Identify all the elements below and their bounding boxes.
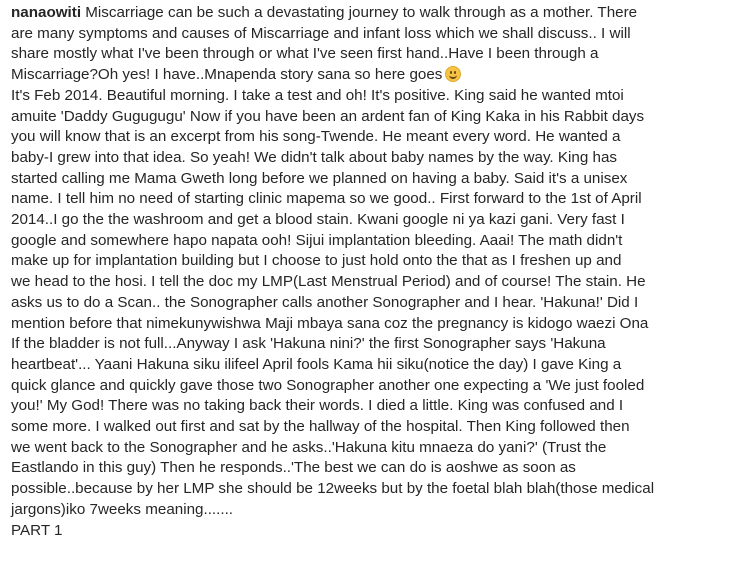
caption-line: make up for implantation building but I choose to just hold onto the that as I freshen up and	[11, 252, 622, 270]
caption-line: some more. I walked out first and sat by the hallway of the hospital. Then King followed then	[11, 418, 630, 436]
caption-line: mention before that nimekunywishwa Maji mbaya sana coz the pregnancy is kidogo waezi Ona	[11, 314, 649, 332]
caption-line: If the bladder is not full...Anyway I ask 'Hakuna nini?' the first Sonographer says 'Hakuna	[11, 335, 606, 353]
caption-text: Miscarriage can be such a devastating journey to walk through as a mother. There	[81, 4, 638, 21]
caption-line-4	[11, 65, 744, 86]
caption-line: possible..because by her LMP she should be 12weeks but by the foetal blah blah(those medical	[11, 480, 655, 498]
caption-line: we head to the hosi. I tell the doc my LMP(Last Menstrual Period) and of course! The stain. He	[11, 273, 646, 291]
caption-line-1	[11, 3, 744, 24]
caption-line: baby-I grew into that idea. So yeah! We didn't talk about baby names by the way. King has	[11, 148, 617, 166]
caption-line: 2014..I go the the washroom and get a blood stain. Kwani google ni ya kazi gani. Very fast I	[11, 211, 625, 229]
caption-line: quick glance and quickly gave those two Sonographer another one expecting a 'We just fooled	[11, 376, 645, 394]
caption-line: name. I tell him no need of starting clinic mapema so we good.. First forward to the 1st of April	[11, 190, 642, 208]
post-caption	[11, 3, 744, 541]
caption-line: you will know that is an excerpt from his song-Twende. He meant every word. He wanted a	[11, 128, 621, 146]
caption-line: Eastlando in this guy) Then he responds..'The best we can do is aoshwe as soon as	[11, 459, 576, 477]
smiling-face-emoji-icon	[445, 66, 461, 82]
username-link[interactable]: nanaowiti	[11, 4, 82, 21]
caption-line: share mostly what I've been through or what I've seen first hand..Have I been through a	[11, 45, 599, 63]
caption-line: are many symptoms and causes of Miscarriage and infant loss which we shall discuss.. I will	[11, 24, 631, 42]
caption-line: we went back to the Sonographer and he asks..'Hakuna kitu mnaeza do yani?' (Trust the	[11, 438, 607, 456]
caption-line: jargons)iko 7weeks meaning.......	[11, 500, 234, 518]
caption-line: started calling me Mama Gweth long before we planned on having a baby. Said it's a unisex	[11, 169, 628, 187]
caption-line: amuite 'Daddy Gugugugu' Now if you have been an ardent fan of King Kaka in his Rabbit days	[11, 107, 645, 125]
caption-line: google and somewhere hapo napata ooh! Sijui implantation bleeding. Aaai! The math didn't	[11, 231, 623, 249]
caption-text: Miscarriage?Oh yes! I have..Mnapenda story sana so here goes	[11, 66, 443, 84]
caption-line: It's Feb 2014. Beautiful morning. I take a test and oh! It's positive. King said he wanted mtoi	[11, 86, 624, 104]
caption-line: asks us to do a Scan.. the Sonographer calls another Sonographer and I hear. 'Hakuna!' Did I	[11, 293, 639, 311]
caption-line: you!' My God! There was no taking back their words. I died a little. King was confused and I	[11, 397, 624, 415]
part-label: PART 1	[11, 521, 63, 539]
caption-line: heartbeat'... Yaani Hakuna siku ilifeel April fools Kama hii siku(notice the day) I gave King a	[11, 355, 622, 373]
